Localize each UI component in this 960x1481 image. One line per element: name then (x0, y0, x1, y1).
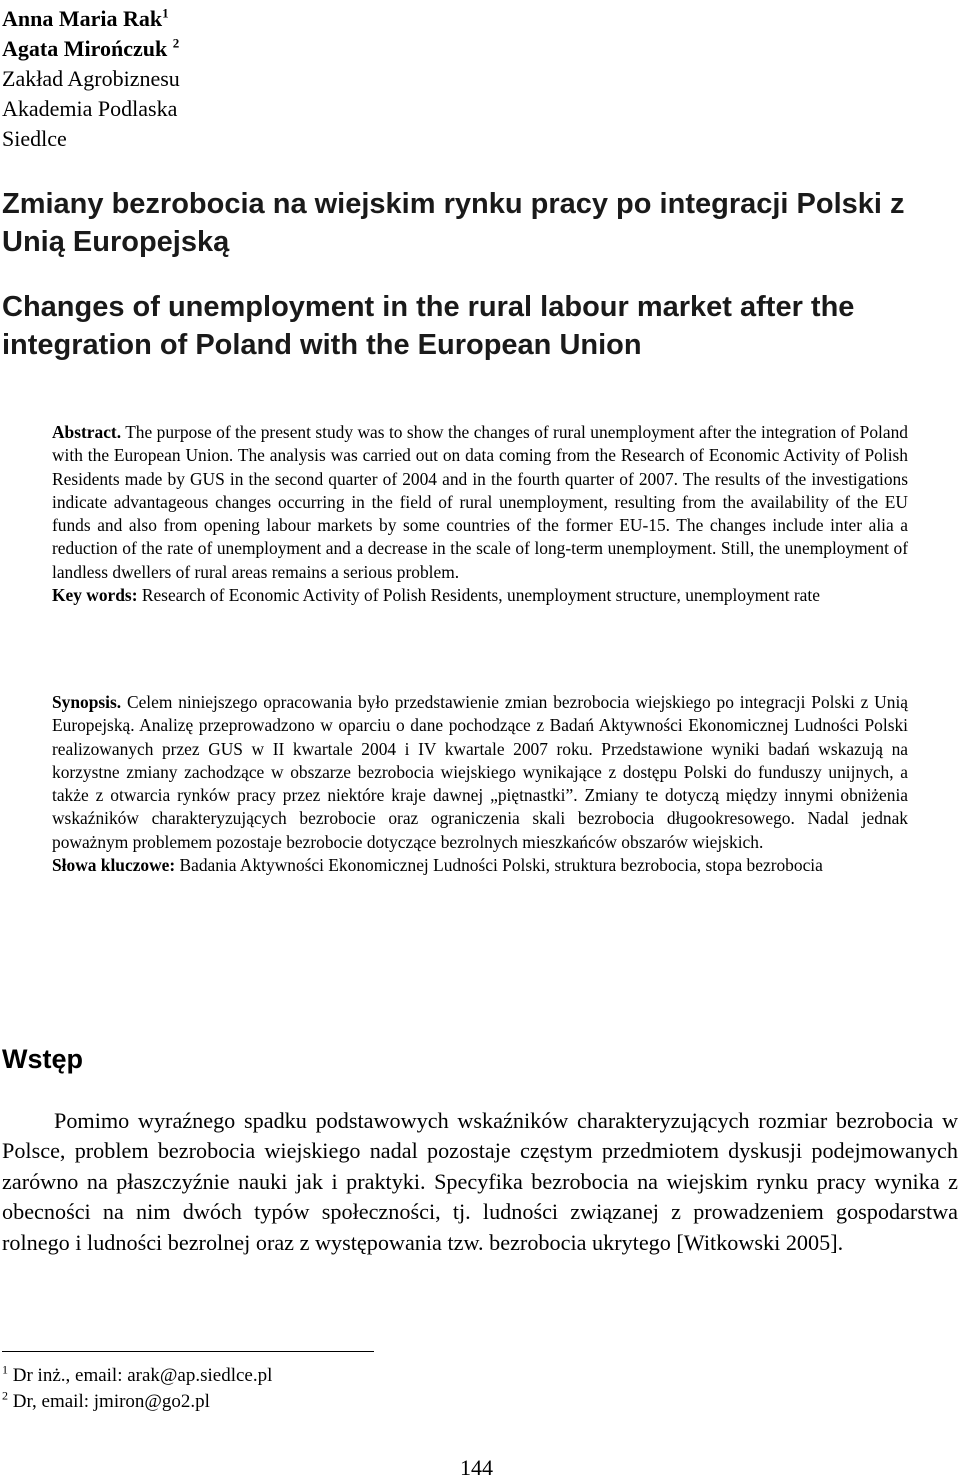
slowa-kluczowe-label: Słowa kluczowe: (52, 855, 176, 876)
keywords-label: Key words: (52, 585, 138, 606)
affiliation-department: Zakład Agrobiznesu (2, 66, 180, 91)
title-english: Changes of unemployment in the rural labour market after the integration of Poland with the European Union (2, 291, 855, 361)
keywords-text: Research of Economic Activity of Polish Residents, unemployment structure, unemployment rate (141, 585, 820, 606)
author-block (2, 4, 180, 154)
footnote-ref-1: 1 (162, 5, 169, 21)
abstract-label: Abstract. (52, 422, 122, 442)
title-polish: Zmiany bezrobocia na wiejskim rynku pracy po integracji Polski z Unią Europejską (2, 188, 905, 258)
introduction (2, 1106, 958, 1258)
footnote-1 (2, 1363, 272, 1389)
footnote-2 (2, 1389, 272, 1415)
synopsis-body (52, 691, 908, 854)
abstract-body (52, 421, 908, 584)
footnote-text: Dr, email: jmiron@go2.pl (12, 1391, 210, 1412)
footnote-text: Dr inż., email: arak@ap.siedlce.pl (12, 1365, 273, 1386)
abstract (52, 421, 908, 607)
author-1: Anna Maria Rak$^1$ (2, 5, 169, 31)
affiliation-city: Siedlce (2, 126, 67, 151)
synopsis-keywords (52, 854, 908, 877)
footnotes (2, 1363, 272, 1415)
abstract-keywords (52, 584, 908, 607)
synopsis (52, 691, 908, 877)
synopsis-label: Synopsis. (52, 692, 122, 712)
author-2: Agata Mirończuk $^2$ (2, 35, 180, 61)
section-heading: Wstęp (2, 1044, 83, 1074)
footnote-mark: 1 (2, 1362, 8, 1377)
synopsis-text: Celem niniejszego opracowania było przedstawienie zmian bezrobocia wiejskiego po integracji Polski z Unią Europejską. Analizę przeprowadzono w oparciu o dane pochodzące z Badań Aktywności Ekonomicznej Ludności Polski realizowanych przez GUS w II kwartale 2004 i IV kwartale 2007 roku. Przedstawione wyniki badań wskazują na korzystne zmiany zachodzące w obszarze bezrobocia wiejskiego wynikające z dostępu Polski do funduszy unijnych, a także z otwarcia rynków pracy przez niektóre kraje dawnej „piętnastki”. Zmiany te dotyczą między innymi obniżenia wskaźników charakteryzujących bezrobocie oraz ograniczenia skali bezrobocia długookresowego. Nadal jednak poważnym problemem pozostaje bezrobocie dotyczące bezrolnych mieszkańców obszarów wiejskich. (52, 692, 908, 852)
affiliation-institution: Akademia Podlaska (2, 96, 178, 121)
intro-paragraph: Pomimo wyraźnego spadku podstawowych wskaźników charakteryzujących rozmiar bezrobocia w Polsce, problem bezrobocia wiejskiego nadal pozostaje częstym przedmiotem dyskusji podejmowanych zarówno na płaszczyźnie nauki jak i praktyki. Specyfika bezrobocia na wiejskim rynku pracy wynika z obecności na nim dwóch typów społeczności, tj. ludności związanej z prowadzeniem gospodarstwa rolnego i ludności bezrolnej oraz z występowania tzw. bezrobocia ukrytego [Witkowski 2005]. (2, 1108, 958, 1255)
page-number: 144 (460, 1455, 493, 1480)
abstract-text: The purpose of the present study was to show the changes of rural unemployment after the integration of Poland with the European Union. The analysis was carried out on data coming from the Research of Economic Activity of Polish Residents made by GUS in the second quarter of 2004 and in the fourth quarter of 2007. The results of the investigations indicate advantageous changes occurring in the field of rural unemployment, resulting from the availability of the EU funds and also from opening labour markets by some countries of the former EU-15. The changes include inter alia a reduction of the rate of unemployment and a decrease in the scale of long-term unemployment. Still, the unemployment of landless dwellers of rural areas remains a serious problem. (52, 422, 908, 582)
footnote-ref-2: 2 (172, 35, 180, 51)
footnote-mark: 2 (2, 1388, 8, 1403)
slowa-kluczowe-text: Badania Aktywności Ekonomicznej Ludności Polski, struktura bezrobocia, stopa bezrobocia (179, 855, 823, 876)
footnote-divider (2, 1351, 374, 1352)
